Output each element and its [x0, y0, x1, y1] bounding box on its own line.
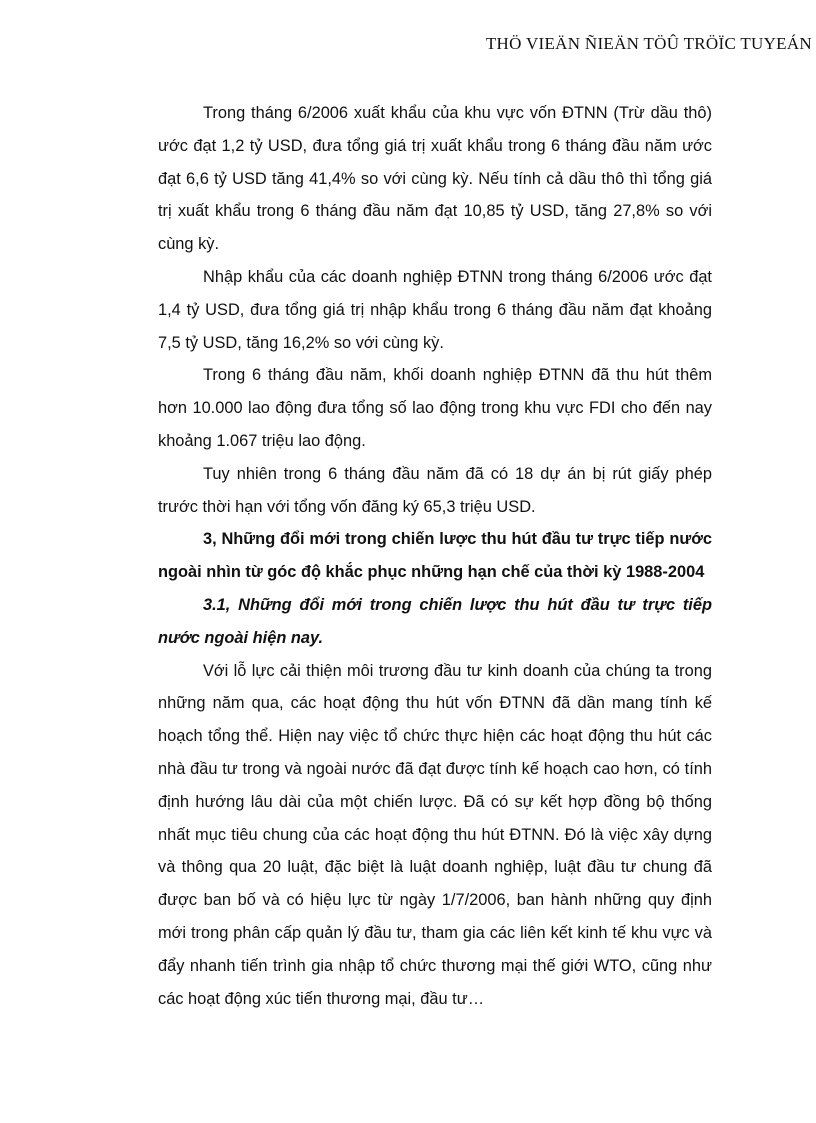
paragraph-labor: Trong 6 tháng đầu năm, khối doanh nghiệp ĐTNN đã thu hút thêm hơn 10.000 lao động đưa tổng số lao động trong khu vực FDI cho đến nay khoảng 1.067 triệu lao động. — [158, 366, 712, 450]
paragraph-export: Trong tháng 6/2006 xuất khẩu của khu vực vốn ĐTNN (Trừ dầu thô) ước đạt 1,2 tỷ USD, đưa tổng giá trị xuất khẩu trong 6 tháng đầu năm ước đạt 6,6 tỷ USD tăng 41,4% so với cùng kỳ. Nếu tính cả dầu thô thì tổng giá trị xuất khẩu trong 6 tháng đầu năm đạt 10,85 tỷ USD, tăng 27,8% so với cùng kỳ. — [158, 104, 712, 254]
page-header-title: THÖ VIEÄN ÑIEÄN TÖÛ TRÖÏC TUYEÁN — [485, 34, 812, 53]
subsection-heading: 3.1, Những đổi mới trong chiến lược thu hút đầu tư trực tiếp nước ngoài hiện nay. — [158, 595, 712, 647]
paragraph-import: Nhập khẩu của các doanh nghiệp ĐTNN trong tháng 6/2006 ước đạt 1,4 tỷ USD, đưa tổng giá trị nhập khẩu trong 6 tháng đầu năm đạt khoảng 7,5 tỷ USD, tăng 16,2% so với cùng kỳ. — [158, 267, 712, 352]
paragraph-revoked-projects: Tuy nhiên trong 6 tháng đầu năm đã có 18 dự án bị rút giấy phép trước thời hạn với tổng vốn đăng ký 65,3 triệu USD. — [158, 464, 712, 516]
paragraph-strategy: Với lỗ lực cải thiện môi trương đầu tư kinh doanh của chúng ta trong những năm qua, các hoạt động thu hút vốn ĐTNN đã dần mang tính kế hoạch tổng thể. Hiện nay việc tổ chức thực hiện các hoạt động thu hút các nhà đầu tư trong và ngoài nước đã đạt được tính kế hoạch cao hơn, có tính định hướng lâu dài của một chiến lược. Đã có sự kết hợp đồng bộ thống nhất mục tiêu chung của các hoạt động thu hút ĐTNN. Đó là việc xây dựng và thông qua 20 luật, đặc biệt là luật doanh nghiệp, luật đầu tư chung đã được ban bố và có hiệu lực từ ngày 1/7/2006, ban hành những quy định mới trong phân cấp quản lý đầu tư, tham gia các liên kết kinh tế khu vực và đẩy nhanh tiến trình gia nhập tổ chức thương mại thế giới WTO, cũng như các hoạt động xúc tiến thương mại, đầu tư… — [158, 661, 712, 1008]
document-body — [158, 97, 712, 1015]
section-heading: 3, Những đổi mới trong chiến lược thu hút đầu tư trực tiếp nước ngoài nhìn từ góc độ khắc phục những hạn chế của thời kỳ 1988-2004 — [158, 530, 712, 582]
